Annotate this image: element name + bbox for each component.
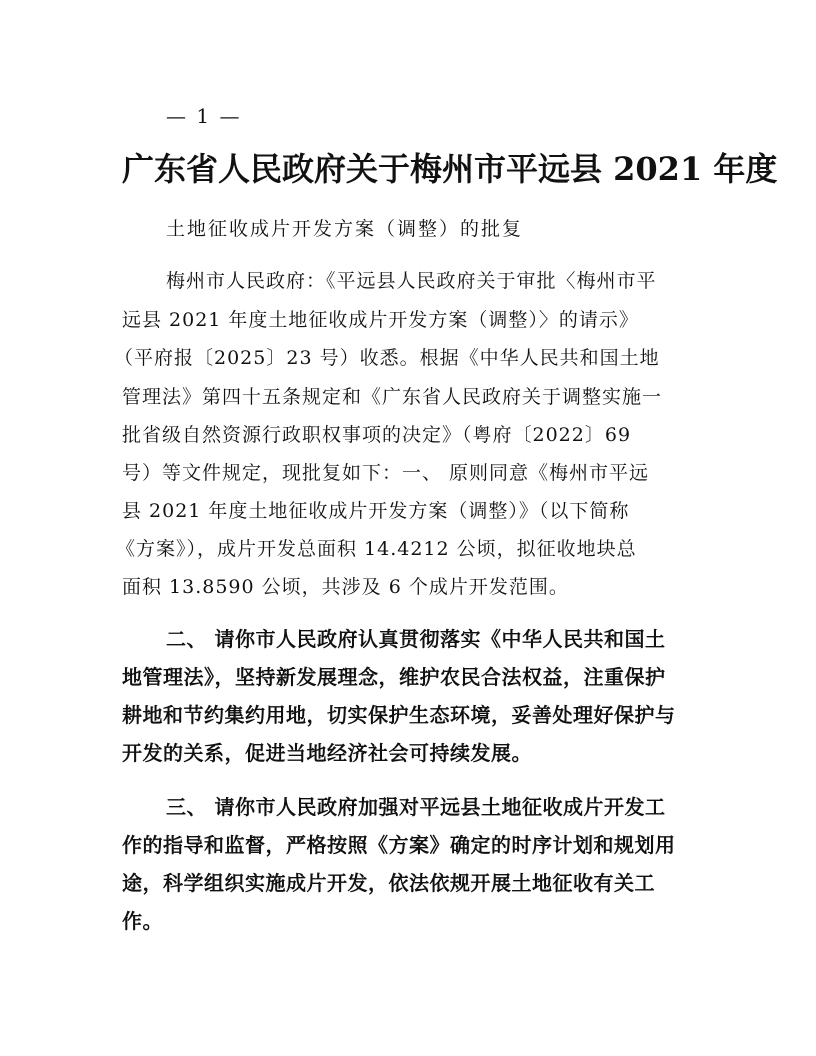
paragraph-line: 批省级自然资源行政职权事项的决定》（粤府〔2022〕69 xyxy=(122,424,632,446)
paragraph-line: 《方案》），成片开发总面积 14.4212 公顷，拟征收地块总 xyxy=(116,538,637,560)
paragraph-line: 开发的关系，促进当地经济社会可持续发展。 xyxy=(122,741,532,765)
paragraph-line: 号）等文件规定，现批复如下：一、 原则同意《梅州市平远 xyxy=(122,462,650,484)
paragraph-line: 县 2021 年度土地征收成片开发方案（调整）》（以下简称 xyxy=(122,500,630,522)
paragraph-line: 作。 xyxy=(122,909,163,933)
paragraph-line: 面积 13.8590 公顷，共涉及 6 个成片开发范围。 xyxy=(122,576,569,598)
paragraph-line: 途，科学组织实施成片开发，依法依规开展土地征收有关工 xyxy=(122,871,655,895)
paragraph-line: 梅州市人民政府：《平远县人民政府关于审批〈梅州市平 xyxy=(166,270,657,292)
paragraph-line: 二、 请你市人民政府认真贯彻落实《中华人民共和国土 xyxy=(166,627,666,651)
page-number: — 1 — xyxy=(166,104,242,128)
paragraph-line: （平府报〔2025〕23 号）收悉。根据《中华人民共和国土地 xyxy=(114,347,660,369)
paragraph-line: 地管理法》，坚持新发展理念，维护农民合法权益，注重保护 xyxy=(122,665,666,689)
paragraph-line: 耕地和节约集约用地，切实保护生态环境，妥善处理好保护与 xyxy=(122,703,676,727)
document-title: 广东省人民政府关于梅州市平远县 2021 年度 xyxy=(122,150,778,188)
paragraph-line: 管理法》第四十五条规定和《广东省人民政府关于调整实施一 xyxy=(122,386,663,408)
paragraph-line: 三、 请你市人民政府加强对平远县土地征收成片开发工 xyxy=(166,795,666,819)
paragraph-line: 作的指导和监督，严格按照《方案》确定的时序计划和规划用 xyxy=(122,833,676,857)
document-subtitle: 土地征收成片开发方案（调整）的批复 xyxy=(166,218,524,240)
paragraph-line: 远县 2021 年度土地征收成片开发方案（调整）〉的请示》 xyxy=(122,309,639,331)
